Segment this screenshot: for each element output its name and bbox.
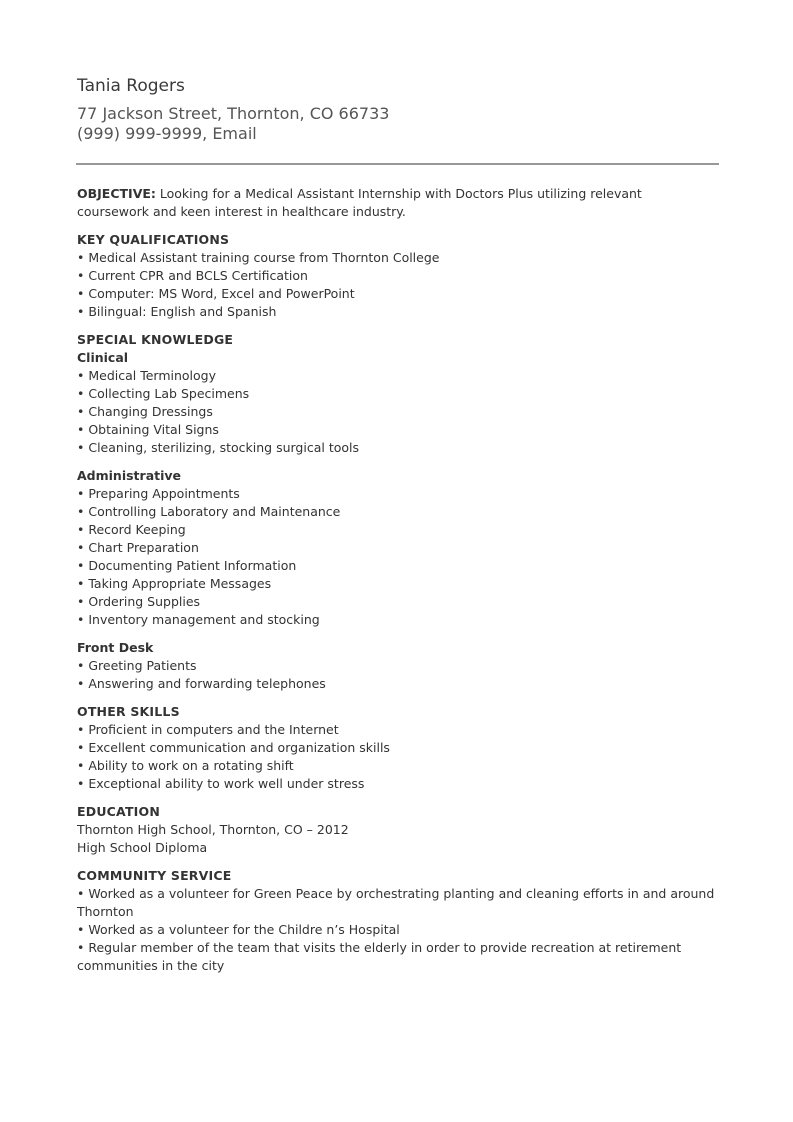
header-divider (76, 163, 719, 165)
list-item: • Chart Preparation (77, 540, 199, 555)
resume-body (77, 185, 717, 975)
special-knowledge-section (77, 331, 717, 693)
list-item: • Cleaning, sterilizing, stocking surgical tools (77, 440, 359, 455)
list-item: • Excellent communication and organization skills (77, 740, 390, 755)
list-item: • Exceptional ability to work well under stress (77, 776, 365, 791)
community-service-section (77, 867, 717, 975)
list-item: • Computer: MS Word, Excel and PowerPoint (77, 286, 355, 301)
list-item: • Regular member of the team that visits the elderly in order to provide recreation at retirement communities in the city (77, 940, 682, 973)
subsection-title-administrative: Administrative (77, 468, 182, 483)
other-skills-section (77, 703, 717, 793)
list-item: • Ordering Supplies (77, 594, 201, 609)
list-item: • Greeting Patients (77, 658, 197, 673)
key-qualifications-section (77, 231, 717, 321)
section-title: SPECIAL KNOWLEDGE (77, 332, 234, 347)
section-title: KEY QUALIFICATIONS (77, 232, 230, 247)
list-item: • Record Keeping (77, 522, 186, 537)
list-item: • Inventory management and stocking (77, 612, 320, 627)
objective-label: OBJECTIVE: (77, 186, 156, 201)
section-title: OTHER SKILLS (77, 704, 180, 719)
resume-header (77, 74, 719, 144)
objective-section (77, 185, 717, 221)
list-item: • Medical Assistant training course from Thornton College (77, 250, 440, 265)
candidate-name: Tania Rogers (77, 76, 185, 96)
list-item: • Medical Terminology (77, 368, 217, 383)
section-title: COMMUNITY SERVICE (77, 868, 232, 883)
education-diploma: High School Diploma (77, 840, 208, 855)
education-section (77, 803, 717, 857)
list-item: • Documenting Patient Information (77, 558, 297, 573)
list-item: • Worked as a volunteer for the Childre n’s Hospital (77, 922, 400, 937)
list-item: • Taking Appropriate Messages (77, 576, 272, 591)
contact-block (77, 104, 719, 144)
objective-text: Looking for a Medical Assistant Internship with Doctors Plus utilizing relevant coursework and keen interest in healthcare industry. (77, 186, 642, 219)
subsection-title-clinical: Clinical (77, 350, 129, 365)
list-item: • Ability to work on a rotating shift (77, 758, 294, 773)
list-item: • Current CPR and BCLS Certification (77, 268, 308, 283)
list-item: • Proficient in computers and the Internet (77, 722, 339, 737)
education-school: Thornton High School, Thornton, CO – 2012 (77, 822, 349, 837)
list-item: • Obtaining Vital Signs (77, 422, 219, 437)
subsection-title-front-desk: Front Desk (77, 640, 154, 655)
list-item: • Preparing Appointments (77, 486, 240, 501)
address-line: 77 Jackson Street, Thornton, CO 66733 (77, 104, 390, 123)
phone-email-line: (999) 999-9999, Email (77, 124, 257, 143)
list-item: • Worked as a volunteer for Green Peace by orchestrating planting and cleaning efforts in and around Thornton (77, 886, 715, 919)
list-item: • Collecting Lab Specimens (77, 386, 250, 401)
section-title: EDUCATION (77, 804, 161, 819)
list-item: • Answering and forwarding telephones (77, 676, 326, 691)
list-item: • Controlling Laboratory and Maintenance (77, 504, 341, 519)
list-item: • Changing Dressings (77, 404, 213, 419)
list-item: • Bilingual: English and Spanish (77, 304, 277, 319)
